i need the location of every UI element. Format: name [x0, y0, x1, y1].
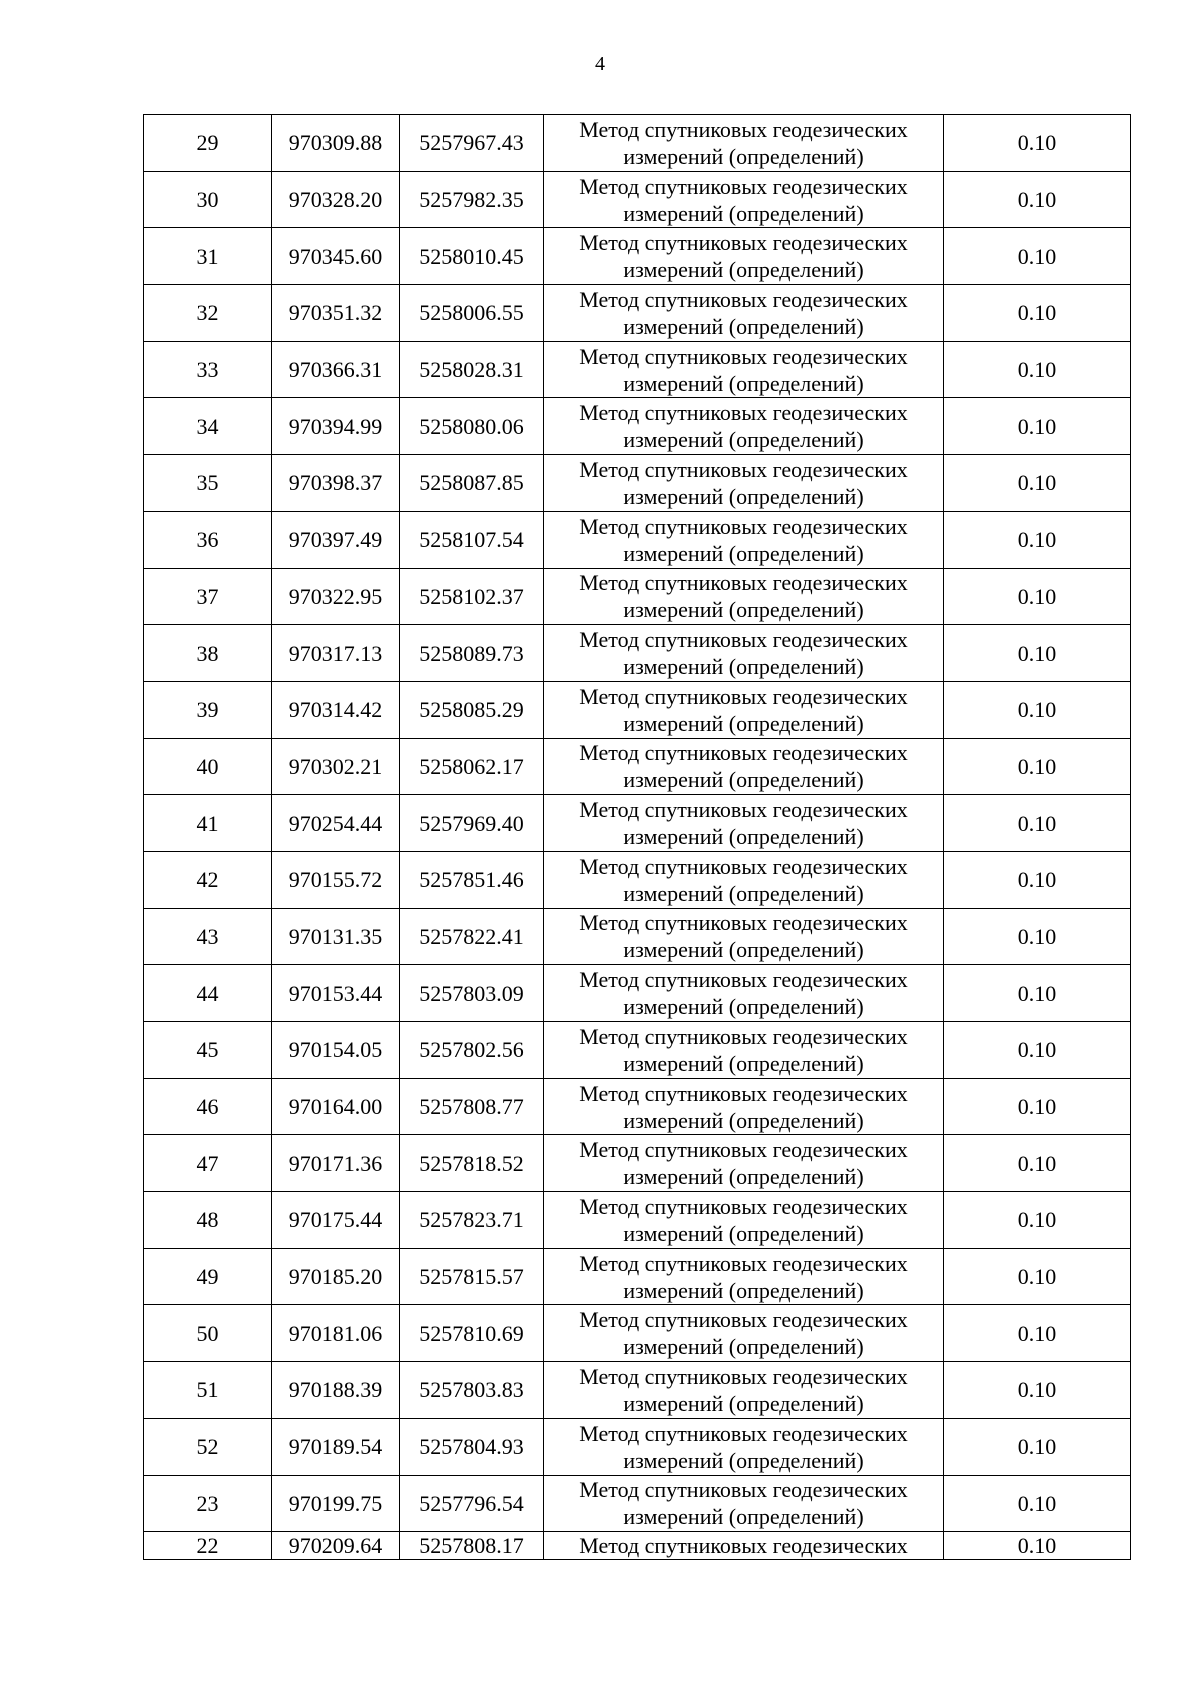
y-coordinate-cell: 5257815.57 — [400, 1248, 544, 1305]
accuracy-cell: 0.10 — [944, 1532, 1131, 1560]
point-number-cell: 32 — [144, 285, 272, 342]
method-line-2: измерений (определений) — [623, 1164, 864, 1190]
y-coordinate-cell: 5257808.17 — [400, 1532, 544, 1560]
x-coordinate-cell: 970188.39 — [272, 1362, 400, 1419]
accuracy-cell: 0.10 — [944, 738, 1131, 795]
method-line-2: измерений (определений) — [623, 313, 864, 339]
method-line-2: измерений (определений) — [623, 1277, 864, 1303]
method-line-1: Метод спутниковых геодезических — [579, 173, 908, 199]
method-line-2: измерений (определений) — [623, 540, 864, 566]
accuracy-cell: 0.10 — [944, 1475, 1131, 1532]
table-row — [144, 1305, 1131, 1362]
point-number-cell: 51 — [144, 1362, 272, 1419]
method-cell — [544, 1305, 944, 1362]
method-cell — [544, 1135, 944, 1192]
x-coordinate-cell: 970351.32 — [272, 285, 400, 342]
point-number-cell: 33 — [144, 341, 272, 398]
method-cell — [544, 1362, 944, 1419]
table-row — [144, 681, 1131, 738]
table-row — [144, 1418, 1131, 1475]
point-number-cell: 36 — [144, 511, 272, 568]
method-line-1: Метод спутниковых геодезических — [579, 343, 908, 369]
x-coordinate-cell: 970394.99 — [272, 398, 400, 455]
table-row — [144, 1192, 1131, 1249]
accuracy-cell: 0.10 — [944, 455, 1131, 512]
method-cell — [544, 1248, 944, 1305]
method-line-1: Метод спутниковых геодезических — [579, 853, 908, 879]
method-cell — [544, 681, 944, 738]
table-row — [144, 115, 1131, 172]
y-coordinate-cell: 5257967.43 — [400, 115, 544, 172]
method-line-1: Метод спутниковых геодезических — [579, 1023, 908, 1049]
y-coordinate-cell: 5258085.29 — [400, 681, 544, 738]
point-number-cell: 23 — [144, 1475, 272, 1532]
point-number-cell: 22 — [144, 1532, 272, 1560]
y-coordinate-cell: 5258062.17 — [400, 738, 544, 795]
point-number-cell: 29 — [144, 115, 272, 172]
accuracy-cell: 0.10 — [944, 1248, 1131, 1305]
point-number-cell: 30 — [144, 171, 272, 228]
point-number-cell: 34 — [144, 398, 272, 455]
method-line-1: Метод спутниковых геодезических — [579, 116, 908, 142]
method-cell — [544, 285, 944, 342]
method-line-2: измерений (определений) — [623, 1504, 864, 1530]
y-coordinate-cell: 5257969.40 — [400, 795, 544, 852]
accuracy-cell: 0.10 — [944, 851, 1131, 908]
method-cell — [544, 171, 944, 228]
table-row — [144, 1135, 1131, 1192]
y-coordinate-cell: 5257796.54 — [400, 1475, 544, 1532]
method-line-1: Метод спутниковых геодезических — [579, 456, 908, 482]
method-cell — [544, 115, 944, 172]
table-row — [144, 1078, 1131, 1135]
table-row — [144, 171, 1131, 228]
method-line-1: Метод спутниковых геодезических — [579, 797, 908, 823]
y-coordinate-cell: 5258028.31 — [400, 341, 544, 398]
x-coordinate-cell: 970189.54 — [272, 1418, 400, 1475]
y-coordinate-cell: 5257851.46 — [400, 851, 544, 908]
x-coordinate-cell: 970175.44 — [272, 1192, 400, 1249]
y-coordinate-cell: 5257803.83 — [400, 1362, 544, 1419]
table-row — [144, 228, 1131, 285]
table-row — [144, 738, 1131, 795]
method-line-2: измерений (определений) — [623, 1447, 864, 1473]
accuracy-cell: 0.10 — [944, 1078, 1131, 1135]
y-coordinate-cell: 5258087.85 — [400, 455, 544, 512]
accuracy-cell: 0.10 — [944, 285, 1131, 342]
y-coordinate-cell: 5257823.71 — [400, 1192, 544, 1249]
method-line-2: измерений (определений) — [623, 597, 864, 623]
method-line-1: Метод спутниковых геодезических — [579, 513, 908, 539]
point-number-cell: 45 — [144, 1022, 272, 1079]
method-line-1: Метод спутниковых геодезических — [579, 1250, 908, 1276]
x-coordinate-cell: 970397.49 — [272, 511, 400, 568]
method-line-1: Метод спутниковых геодезических — [579, 627, 908, 653]
method-line-2: измерений (определений) — [623, 710, 864, 736]
method-line-2: измерений (определений) — [623, 1050, 864, 1076]
y-coordinate-cell: 5257810.69 — [400, 1305, 544, 1362]
table-row — [144, 1475, 1131, 1532]
accuracy-cell: 0.10 — [944, 1362, 1131, 1419]
method-cell — [544, 455, 944, 512]
table-row — [144, 851, 1131, 908]
x-coordinate-cell: 970155.72 — [272, 851, 400, 908]
coordinates-table — [143, 114, 1131, 1560]
point-number-cell: 50 — [144, 1305, 272, 1362]
point-number-cell: 52 — [144, 1418, 272, 1475]
table-row — [144, 965, 1131, 1022]
method-cell — [544, 511, 944, 568]
accuracy-cell: 0.10 — [944, 511, 1131, 568]
x-coordinate-cell: 970366.31 — [272, 341, 400, 398]
y-coordinate-cell: 5258006.55 — [400, 285, 544, 342]
x-coordinate-cell: 970328.20 — [272, 171, 400, 228]
method-line-2: измерений (определений) — [623, 654, 864, 680]
table-row — [144, 795, 1131, 852]
method-line-2: измерений (определений) — [623, 767, 864, 793]
accuracy-cell: 0.10 — [944, 1022, 1131, 1079]
x-coordinate-cell: 970131.35 — [272, 908, 400, 965]
method-cell — [544, 568, 944, 625]
x-coordinate-cell: 970171.36 — [272, 1135, 400, 1192]
method-cell — [544, 228, 944, 285]
point-number-cell: 42 — [144, 851, 272, 908]
method-line-2: измерений (определений) — [623, 1334, 864, 1360]
method-cell — [544, 1418, 944, 1475]
y-coordinate-cell: 5258089.73 — [400, 625, 544, 682]
table-body — [144, 115, 1131, 1560]
table-row — [144, 568, 1131, 625]
accuracy-cell: 0.10 — [944, 625, 1131, 682]
table-row — [144, 1022, 1131, 1079]
y-coordinate-cell: 5257982.35 — [400, 171, 544, 228]
point-number-cell: 41 — [144, 795, 272, 852]
method-line-2: измерений (определений) — [623, 200, 864, 226]
method-line-1: Метод спутниковых геодезических — [579, 740, 908, 766]
point-number-cell: 47 — [144, 1135, 272, 1192]
method-cell — [544, 1475, 944, 1532]
y-coordinate-cell: 5257802.56 — [400, 1022, 544, 1079]
x-coordinate-cell: 970153.44 — [272, 965, 400, 1022]
x-coordinate-cell: 970199.75 — [272, 1475, 400, 1532]
table-row — [144, 1248, 1131, 1305]
point-number-cell: 37 — [144, 568, 272, 625]
x-coordinate-cell: 970302.21 — [272, 738, 400, 795]
method-line-2: измерений (определений) — [623, 1390, 864, 1416]
method-line-1: Метод спутниковых геодезических — [579, 1363, 908, 1389]
method-cell — [544, 1192, 944, 1249]
method-line-1: Метод спутниковых геодезических — [579, 1477, 908, 1503]
table-row — [144, 1532, 1131, 1560]
method-cell — [544, 738, 944, 795]
y-coordinate-cell: 5257804.93 — [400, 1418, 544, 1475]
method-cell — [544, 1022, 944, 1079]
method-cell — [544, 965, 944, 1022]
x-coordinate-cell: 970317.13 — [272, 625, 400, 682]
table-row — [144, 625, 1131, 682]
method-line-1: Метод спутниковых геодезических — [579, 230, 908, 256]
method-line-1: Метод спутниковых геодезических — [579, 1307, 908, 1333]
table-row — [144, 1362, 1131, 1419]
accuracy-cell: 0.10 — [944, 115, 1131, 172]
accuracy-cell: 0.10 — [944, 795, 1131, 852]
method-line-2: измерений (определений) — [623, 1220, 864, 1246]
method-line-1: Метод спутниковых геодезических — [579, 1137, 908, 1163]
accuracy-cell: 0.10 — [944, 568, 1131, 625]
point-number-cell: 39 — [144, 681, 272, 738]
table-row — [144, 908, 1131, 965]
method-line-2: измерений (определений) — [623, 143, 864, 169]
method-cell — [544, 625, 944, 682]
method-line-1: Метод спутниковых геодезических — [579, 400, 908, 426]
method-line-1: Метод спутниковых геодезических — [579, 570, 908, 596]
method-line-2: измерений (определений) — [623, 483, 864, 509]
accuracy-cell: 0.10 — [944, 681, 1131, 738]
x-coordinate-cell: 970185.20 — [272, 1248, 400, 1305]
accuracy-cell: 0.10 — [944, 1305, 1131, 1362]
method-cell — [544, 1532, 944, 1560]
method-line-2: измерений (определений) — [623, 937, 864, 963]
x-coordinate-cell: 970181.06 — [272, 1305, 400, 1362]
method-cell — [544, 1078, 944, 1135]
table-row — [144, 455, 1131, 512]
point-number-cell: 40 — [144, 738, 272, 795]
point-number-cell: 44 — [144, 965, 272, 1022]
method-line-1: Метод спутниковых геодезических — [579, 683, 908, 709]
method-line-1: Метод спутниковых геодезических — [579, 1080, 908, 1106]
y-coordinate-cell: 5258107.54 — [400, 511, 544, 568]
method-line-1: Метод спутниковых геодезических — [579, 286, 908, 312]
method-line-2: измерений (определений) — [623, 880, 864, 906]
y-coordinate-cell: 5257822.41 — [400, 908, 544, 965]
method-cell — [544, 341, 944, 398]
method-line-2: измерений (определений) — [623, 427, 864, 453]
method-cell — [544, 908, 944, 965]
accuracy-cell: 0.10 — [944, 1418, 1131, 1475]
accuracy-cell: 0.10 — [944, 1192, 1131, 1249]
table-row — [144, 511, 1131, 568]
method-line-1: Метод спутниковых геодезических — [579, 1533, 908, 1559]
method-line-2: измерений (определений) — [623, 824, 864, 850]
method-line-1: Метод спутниковых геодезических — [579, 910, 908, 936]
point-number-cell: 31 — [144, 228, 272, 285]
x-coordinate-cell: 970209.64 — [272, 1532, 400, 1560]
point-number-cell: 46 — [144, 1078, 272, 1135]
method-cell — [544, 398, 944, 455]
point-number-cell: 35 — [144, 455, 272, 512]
accuracy-cell: 0.10 — [944, 1135, 1131, 1192]
accuracy-cell: 0.10 — [944, 171, 1131, 228]
accuracy-cell: 0.10 — [944, 228, 1131, 285]
method-line-2: измерений (определений) — [623, 370, 864, 396]
x-coordinate-cell: 970322.95 — [272, 568, 400, 625]
method-cell — [544, 795, 944, 852]
accuracy-cell: 0.10 — [944, 398, 1131, 455]
point-number-cell: 48 — [144, 1192, 272, 1249]
point-number-cell: 43 — [144, 908, 272, 965]
table-row — [144, 398, 1131, 455]
method-line-2: измерений (определений) — [623, 994, 864, 1020]
method-cell — [544, 851, 944, 908]
x-coordinate-cell: 970309.88 — [272, 115, 400, 172]
point-number-cell: 49 — [144, 1248, 272, 1305]
y-coordinate-cell: 5258010.45 — [400, 228, 544, 285]
accuracy-cell: 0.10 — [944, 908, 1131, 965]
y-coordinate-cell: 5258102.37 — [400, 568, 544, 625]
page-number: 4 — [595, 53, 605, 75]
y-coordinate-cell: 5257818.52 — [400, 1135, 544, 1192]
x-coordinate-cell: 970254.44 — [272, 795, 400, 852]
x-coordinate-cell: 970345.60 — [272, 228, 400, 285]
accuracy-cell: 0.10 — [944, 965, 1131, 1022]
accuracy-cell: 0.10 — [944, 341, 1131, 398]
point-number-cell: 38 — [144, 625, 272, 682]
table-row — [144, 341, 1131, 398]
method-line-2: измерений (определений) — [623, 257, 864, 283]
method-line-1: Метод спутниковых геодезических — [579, 1193, 908, 1219]
x-coordinate-cell: 970164.00 — [272, 1078, 400, 1135]
method-line-1: Метод спутниковых геодезических — [579, 1420, 908, 1446]
y-coordinate-cell: 5258080.06 — [400, 398, 544, 455]
x-coordinate-cell: 970398.37 — [272, 455, 400, 512]
y-coordinate-cell: 5257808.77 — [400, 1078, 544, 1135]
method-line-1: Метод спутниковых геодезических — [579, 967, 908, 993]
x-coordinate-cell: 970154.05 — [272, 1022, 400, 1079]
x-coordinate-cell: 970314.42 — [272, 681, 400, 738]
table-row — [144, 285, 1131, 342]
method-line-2: измерений (определений) — [623, 1107, 864, 1133]
y-coordinate-cell: 5257803.09 — [400, 965, 544, 1022]
